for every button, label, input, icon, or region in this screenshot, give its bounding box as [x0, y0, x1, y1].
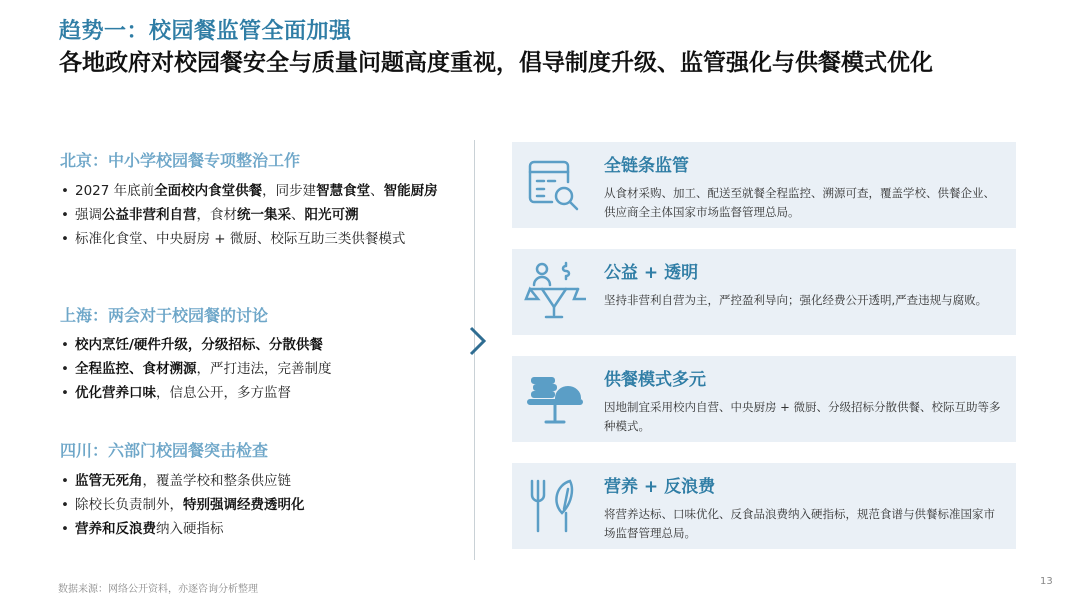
bullet-list-beijing	[60, 181, 460, 253]
utensils-leaf-icon	[522, 473, 586, 537]
page-title: 趋势一：校园餐监管全面加强	[59, 19, 352, 44]
bullet-text: 、	[291, 207, 305, 223]
bullet-text: ，同步建	[262, 183, 317, 199]
chevron-right-icon	[462, 323, 492, 359]
bullet-text-bold: 阳光可溯	[304, 207, 359, 223]
card-description: 将营养达标、口味优化、反食品浪费纳入硬指标，规范食谱与供餐标准国家市场监督管理总局。	[604, 507, 995, 540]
card-description: 从食材采购、加工、配送至就餐全程监控、溯源可查，覆盖学校、供餐企业、供应商全主体国家市场监督管理总局。	[604, 186, 995, 219]
bullet-item	[60, 335, 460, 356]
bullet-item	[60, 495, 460, 516]
page-subtitle: 各地政府对校园餐安全与质量问题高度重视，倡导制度升级、监管强化与供餐模式优化	[59, 50, 933, 76]
bullet-item	[60, 519, 460, 540]
bullet-text-bold: 全程监控、食材溯源	[75, 361, 197, 377]
bullet-list-sichuan	[60, 471, 460, 543]
bullet-text-bold: 营养和反浪费	[75, 521, 156, 537]
food-serving-icon	[522, 366, 586, 430]
bullet-text: 纳入硬指标	[156, 521, 224, 537]
person-scale-icon	[522, 259, 586, 323]
card-title: 营养 + 反浪费	[604, 477, 716, 497]
card-title: 供餐模式多元	[604, 370, 706, 390]
bullet-text-bold: 监管无死角	[75, 473, 143, 489]
card-public-transparency	[512, 249, 1016, 335]
bullet-item	[60, 181, 460, 202]
card-diverse-catering	[512, 356, 1016, 442]
bullet-text: ，食材	[196, 207, 237, 223]
card-full-chain-supervision	[512, 142, 1016, 228]
bullet-text: 除校长负责制外，	[75, 497, 183, 513]
bullet-text-bold: 智能厨房	[383, 183, 438, 199]
bullet-item	[60, 471, 460, 492]
card-nutrition-anti-waste	[512, 463, 1016, 549]
bullet-item	[60, 205, 460, 226]
bullet-text-bold: 智慧食堂	[316, 183, 371, 199]
bullet-text-bold: 公益非营利自营	[102, 207, 197, 223]
bullet-text: ，严打违法，完善制度	[196, 361, 332, 377]
section-heading-sichuan: 四川：六部门校园餐突击检查	[60, 441, 269, 460]
bullet-text: ，信息公开，多方监督	[156, 385, 291, 401]
section-heading-beijing: 北京：中小学校园餐专项整治工作	[60, 151, 301, 170]
bullet-text-bold: 优化营养口味	[75, 385, 156, 401]
bullet-text: 标准化食堂、中央厨房 + 微厨、校际互助三类供餐模式	[75, 231, 406, 247]
bullet-text: 强调	[75, 207, 102, 223]
bullet-text-bold: 统一集采	[237, 207, 291, 223]
bullet-text: 、	[370, 183, 384, 199]
page-number: 13	[1040, 576, 1053, 587]
bullet-text: ，覆盖学校和整条供应链	[142, 473, 291, 489]
card-title: 全链条监管	[604, 156, 689, 176]
bullet-item	[60, 383, 460, 404]
card-description: 坚持非营利自营为主，严控盈利导向；强化经费公开透明,严查违规与腐败。	[604, 293, 988, 307]
bullet-text-bold: 特别强调经费透明化	[183, 497, 305, 513]
bullet-item	[60, 229, 460, 250]
source-footnote: 数据来源：网络公开资料，亦逐咨询分析整理	[58, 584, 258, 595]
bullet-item	[60, 359, 460, 380]
section-heading-shanghai: 上海：两会对于校园餐的讨论	[60, 306, 269, 325]
card-title: 公益 + 透明	[604, 263, 699, 283]
bullet-text-bold: 校内烹饪/硬件升级，分级招标、分散供餐	[75, 337, 323, 353]
bullet-text-bold: 全面校内食堂供餐	[154, 183, 263, 199]
bullet-text: 2027 年底前	[75, 183, 155, 199]
search-checklist-icon	[522, 152, 586, 216]
bullet-list-shanghai	[60, 335, 460, 407]
card-description: 因地制宜采用校内自营、中央厨房 + 微厨、分级招标分散供餐、校际互助等多种模式。	[604, 400, 1001, 433]
